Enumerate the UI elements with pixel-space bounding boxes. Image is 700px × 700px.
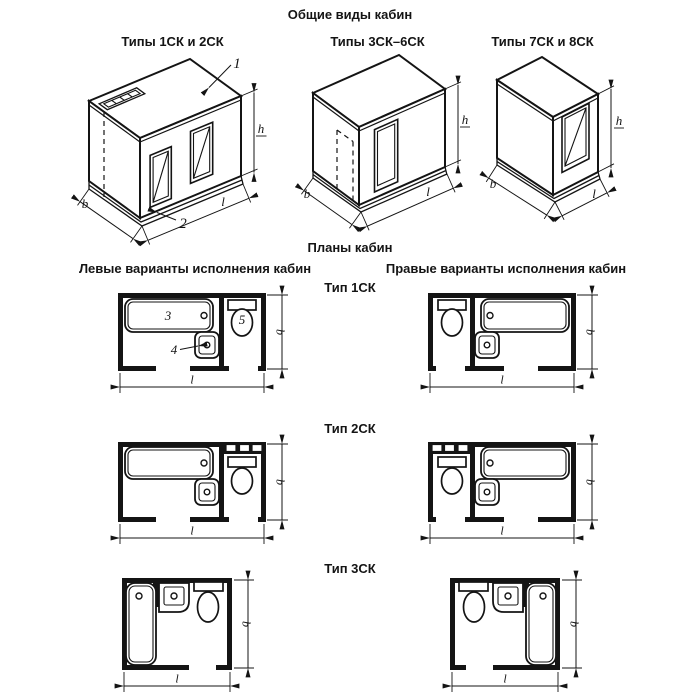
- svg-text:1: 1: [233, 56, 241, 72]
- callout-washbasin: [171, 342, 198, 357]
- row-label-2sk: Тип 2СК: [324, 421, 376, 436]
- callout-2-base: [157, 213, 187, 233]
- dimension-l: [120, 373, 264, 394]
- row-label-1sk: Тип 1СК: [324, 280, 376, 295]
- caption-types-7sk-8sk: Типы 7СК и 8СК: [491, 34, 594, 49]
- toilet-shape: [194, 582, 223, 622]
- svg-text:h: h: [615, 113, 623, 128]
- plan-1sk-right: [426, 291, 604, 397]
- svg-text:b: b: [567, 621, 582, 627]
- caption-types-3sk-6sk: Типы 3СК–6СК: [330, 34, 425, 49]
- washbasin-shape: [159, 583, 189, 612]
- dimension-l: [452, 672, 558, 693]
- bathtub-shape: [526, 583, 556, 665]
- svg-text:l: l: [221, 194, 225, 209]
- caption-types-1sk-2sk: Типы 1СК и 2СК: [121, 34, 224, 49]
- room: [118, 442, 266, 522]
- bathtub-shape: [126, 583, 156, 665]
- washbasin-shape: [493, 583, 523, 612]
- washbasin-shape: [475, 332, 499, 358]
- svg-text:2: 2: [179, 216, 187, 232]
- dimension-b: [267, 295, 288, 369]
- svg-text:b: b: [273, 479, 288, 485]
- iso-view-types-1sk-2sk: [60, 50, 270, 250]
- dimension-b: [577, 444, 598, 520]
- svg-text:l: l: [190, 372, 194, 387]
- sheet-title: Общие виды кабин: [287, 7, 413, 22]
- right-variants-heading: Правые варианты исполнения кабин: [385, 261, 627, 276]
- bathtub-shape: [125, 447, 213, 479]
- svg-text:b: b: [583, 479, 598, 485]
- bathtub-shape: [481, 447, 569, 479]
- svg-text:h: h: [461, 112, 469, 127]
- dimension-l: [430, 524, 574, 545]
- svg-text:b: b: [273, 329, 288, 335]
- toilet-shape: [459, 582, 488, 622]
- svg-text:4: 4: [170, 342, 178, 357]
- callout-toilet: 5: [238, 312, 246, 327]
- left-variants-heading: Левые варианты исполнения кабин: [78, 261, 312, 276]
- dimension-l: [120, 524, 264, 545]
- svg-text:l: l: [190, 523, 194, 538]
- room: [118, 293, 266, 371]
- svg-text:b: b: [239, 621, 254, 627]
- svg-text:l: l: [426, 184, 430, 199]
- washbasin-shape: [475, 479, 499, 505]
- svg-text:l: l: [592, 186, 596, 201]
- dimension-b: [562, 580, 582, 668]
- room: [450, 578, 560, 670]
- dimension-h: [241, 89, 267, 176]
- room: [428, 293, 576, 371]
- svg-text:l: l: [503, 671, 507, 686]
- dimension-h: [598, 86, 624, 172]
- washbasin-shape: [195, 479, 219, 505]
- svg-text:b: b: [489, 176, 497, 191]
- dimension-h: [445, 82, 470, 167]
- partition-wall: [219, 447, 224, 517]
- plan-3sk-left: [120, 576, 260, 698]
- iso-view-types-3sk-6sk: [288, 50, 470, 230]
- dimension-l: [124, 672, 230, 693]
- washbasin-shape: [195, 332, 219, 358]
- svg-text:b: b: [583, 329, 598, 335]
- room: [122, 578, 232, 670]
- plans-heading: Планы кабин: [307, 240, 393, 255]
- vent-block: [428, 442, 475, 454]
- partition-wall: [470, 447, 475, 517]
- plan-2sk-right: [426, 440, 604, 548]
- svg-text:h: h: [257, 121, 265, 136]
- toilet-shape: [438, 300, 466, 336]
- svg-text:l: l: [500, 372, 504, 387]
- svg-text:l: l: [175, 671, 179, 686]
- dimension-b: [234, 580, 254, 668]
- svg-text:b: b: [81, 196, 89, 211]
- vent-block: [219, 442, 266, 454]
- bathtub-shape: [481, 299, 569, 332]
- plan-2sk-left: [116, 440, 294, 548]
- cabin-body: [497, 57, 600, 202]
- dimension-b: [577, 295, 598, 369]
- plan-1sk-left: [116, 291, 294, 397]
- room: [428, 442, 576, 522]
- callout-1-roof: [209, 56, 241, 88]
- iso-view-types-7sk-8sk: [478, 48, 630, 224]
- partition-wall: [470, 298, 475, 366]
- svg-text:l: l: [500, 523, 504, 538]
- callout-bath: 3: [164, 308, 172, 323]
- partition-wall: [219, 298, 224, 366]
- plan-3sk-right: [448, 576, 588, 698]
- dimension-b: [267, 444, 288, 520]
- row-label-3sk: Тип 3СК: [324, 561, 376, 576]
- svg-text:b: b: [303, 186, 311, 201]
- toilet-shape: [438, 457, 466, 494]
- dimension-l: [430, 373, 574, 394]
- toilet-shape: [228, 457, 256, 494]
